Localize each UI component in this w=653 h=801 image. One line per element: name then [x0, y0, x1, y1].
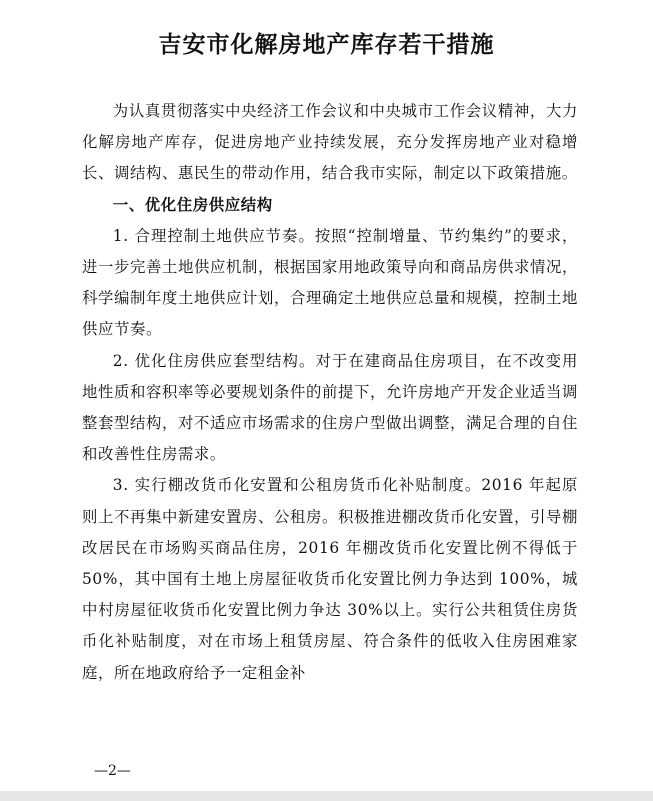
page-number: —2—: [94, 763, 131, 779]
section-heading: 一、优化住房供应结构: [112, 195, 273, 214]
intro-paragraph: 为认真贯彻落实中央经济工作会议和中央城市工作会议精神，大力化解房地产库存，促进房地产业持续发展，充分发挥房地产业对稳增长、调结构、惠民生的带动作用，结合我市实际，制定以下政策措施。: [82, 102, 578, 183]
measure-paragraph-2: 2. 优化住房供应套型结构。对于在建商品住房项目，在不改变用地性质和容积率等必要规划条件的前提下，允许房地产开发企业适当调整套型结构，对不适应市场需求的住房户型做出调整，满足合理的自住和改善性住房需求。: [82, 351, 578, 464]
measure-paragraph-3: 3. 实行棚改货币化安置和公租房货币化补贴制度。2016 年起原则上不再集中新建安置房、公租房。积极推进棚改货币化安置，引导棚改居民在市场购买商品住房，2016 年棚改货币化安置比例不得低于 50%，其中国有土地上房屋征收货币化安置比例力争达到 100%，城中村房屋征收货币化安置比例力争达 30%以上。实行公共租赁住房货币化补贴制度，对在市场上租赁房屋、符合条件的低收入住房困难家庭，所在地政府给予一定租金补: [82, 476, 578, 682]
bottom-gray-strip: [0, 791, 653, 801]
document-body: [82, 96, 578, 689]
measure-paragraph-1: 1. 合理控制土地供应节奏。按照“控制增量、节约集约”的要求，进一步完善土地供应机制，根据国家用地政策导向和商品房供求情况，科学编制年度土地供应计划，合理确定土地供应总量和规模，控制土地供应节奏。: [82, 226, 578, 339]
document-title: 吉安市化解房地产库存若干措施: [158, 32, 495, 58]
